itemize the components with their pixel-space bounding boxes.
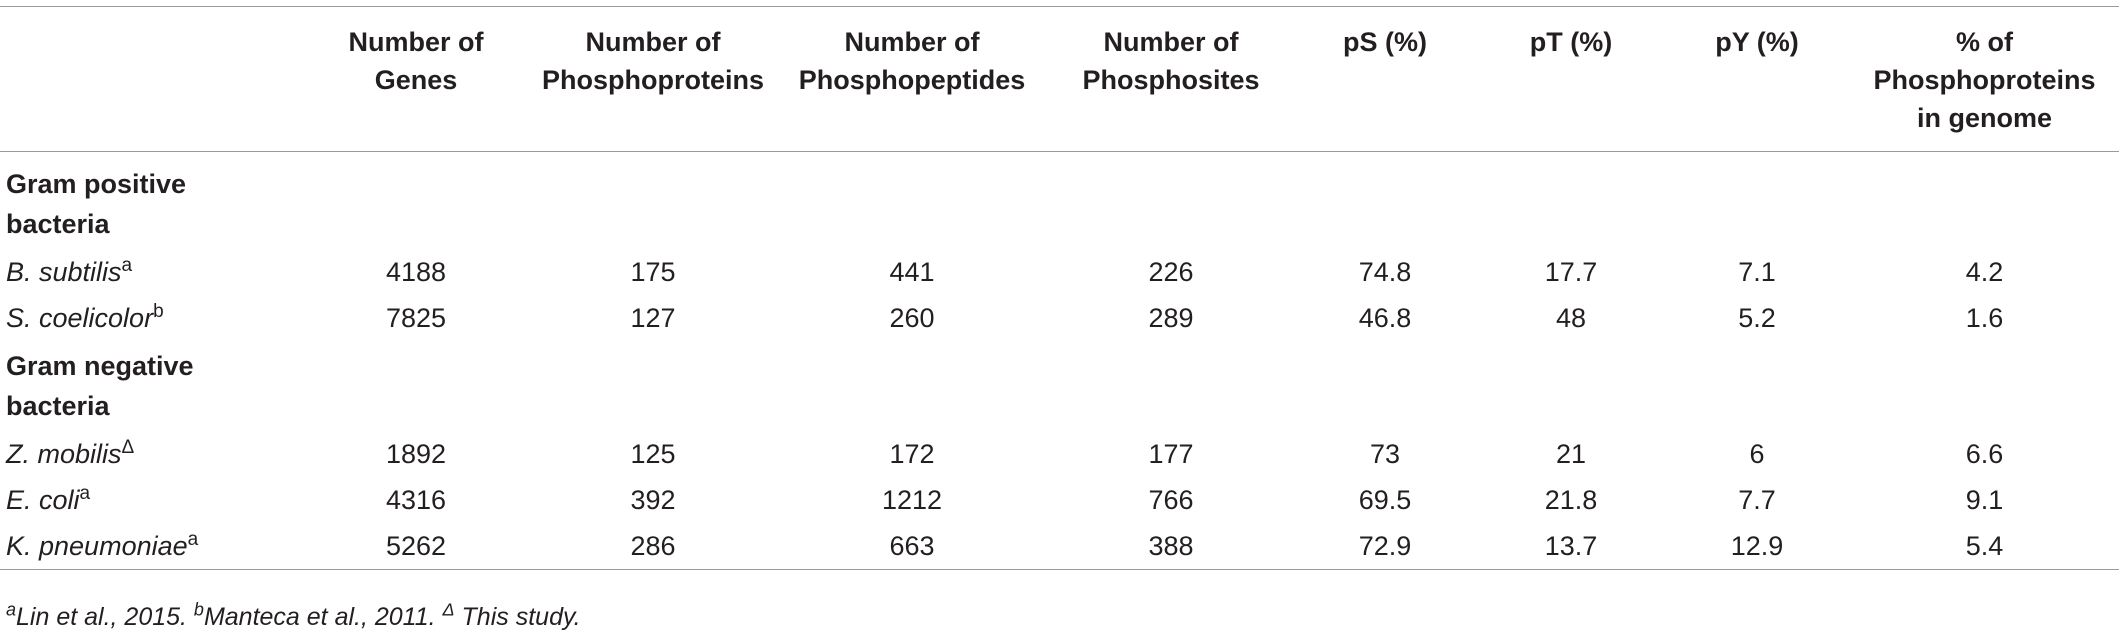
column-header-line: Number of xyxy=(348,27,484,57)
column-header-line: Number of xyxy=(1103,27,1239,57)
footnote-mark: a xyxy=(6,599,17,620)
table-cell: 48 xyxy=(1555,303,1587,333)
column-header xyxy=(1664,7,1850,152)
group-header-row xyxy=(0,152,2119,250)
column-header xyxy=(1478,7,1664,152)
column-header-line: pS (%) xyxy=(1343,27,1427,57)
column-header xyxy=(532,7,774,152)
table-cell: 7.7 xyxy=(1738,485,1776,515)
table-row xyxy=(0,477,2119,523)
table-row xyxy=(0,295,2119,341)
table-cell: 1212 xyxy=(881,485,943,515)
footnote-mark: a xyxy=(187,529,199,550)
organism-cell xyxy=(0,523,300,570)
column-header-line: Number of xyxy=(585,27,721,57)
table-cell: 13.7 xyxy=(1544,531,1598,561)
organism-name: Z. mobilis xyxy=(6,439,122,469)
group-label-line: Gram positive xyxy=(6,169,187,199)
table-cell: 6 xyxy=(1749,439,1765,469)
table-cell: 125 xyxy=(630,439,676,469)
group-label-line: bacteria xyxy=(6,391,110,421)
table-cell: 5262 xyxy=(385,531,447,561)
group-label-line: Gram negative xyxy=(6,351,194,381)
table-cell: 1892 xyxy=(385,439,447,469)
table-cell: 5.4 xyxy=(1965,531,2004,561)
table-cell: 12.9 xyxy=(1730,531,1784,561)
footnote-text: Lin et al., 2015. xyxy=(16,603,194,631)
table-row xyxy=(0,431,2119,477)
group-header-row xyxy=(0,341,2119,431)
column-header-line: Phosphosites xyxy=(1082,65,1260,95)
column-header xyxy=(1292,7,1478,152)
organism-cell xyxy=(0,431,300,477)
organism-name: B. subtilis xyxy=(6,257,122,287)
table-cell: 226 xyxy=(1148,257,1194,287)
table-cell: 766 xyxy=(1148,485,1194,515)
table-cell: 388 xyxy=(1148,531,1194,561)
column-header-line: % of xyxy=(1956,27,2013,57)
table-row xyxy=(0,249,2119,295)
table-cell: 663 xyxy=(889,531,935,561)
table-cell: 4188 xyxy=(385,257,447,287)
column-header xyxy=(1050,7,1292,152)
footnote-mark: a xyxy=(121,255,133,276)
column-header xyxy=(300,7,532,152)
group-label xyxy=(0,152,2119,250)
footnote-mark: b xyxy=(193,599,204,620)
table-body xyxy=(0,152,2119,570)
table-cell: 21.8 xyxy=(1544,485,1598,515)
column-header-line: Phosphopeptides xyxy=(798,65,1026,95)
table-cell: 46.8 xyxy=(1358,303,1412,333)
table-cell: 74.8 xyxy=(1358,257,1412,287)
table-cell: 175 xyxy=(630,257,676,287)
phosphoproteome-table xyxy=(0,6,2119,570)
table-cell: 17.7 xyxy=(1544,257,1598,287)
table-cell: 289 xyxy=(1148,303,1194,333)
table-cell: 177 xyxy=(1148,439,1194,469)
footnote-text: Manteca et al., 2011. xyxy=(203,603,443,631)
column-header-line: Number of xyxy=(844,27,980,57)
organism-cell xyxy=(0,249,300,295)
table-cell: 7.1 xyxy=(1738,257,1776,287)
footnote-text: This study. xyxy=(454,603,581,631)
group-label-line: bacteria xyxy=(6,209,110,239)
table-cell: 72.9 xyxy=(1358,531,1412,561)
header-blank xyxy=(0,7,300,152)
header-row xyxy=(0,7,2119,152)
table-cell: 6.6 xyxy=(1965,439,2004,469)
column-header-line: pT (%) xyxy=(1529,27,1613,57)
organism-name: K. pneumoniae xyxy=(6,531,188,561)
table-cell: 4316 xyxy=(385,485,447,515)
table-cell: 127 xyxy=(630,303,676,333)
footnote-mark: b xyxy=(153,301,164,322)
table-cell: 441 xyxy=(889,257,935,287)
column-header xyxy=(1850,7,2119,152)
footnote-mark: Δ xyxy=(121,437,135,458)
column-header-line: Phosphoproteins xyxy=(1873,65,2096,95)
table-cell: 286 xyxy=(630,531,676,561)
column-header-line: Phosphoproteins xyxy=(542,65,764,95)
organism-cell xyxy=(0,477,300,523)
organism-name: E. coli xyxy=(6,485,80,515)
footnote-mark: a xyxy=(79,483,91,504)
table-cell: 5.2 xyxy=(1738,303,1776,333)
table-cell: 21 xyxy=(1555,439,1587,469)
table-cell: 9.1 xyxy=(1965,485,2004,515)
table-footnote xyxy=(6,599,581,632)
footnote-mark: Δ xyxy=(442,599,455,620)
column-header-line: in genome xyxy=(1916,103,2052,133)
table-cell: 4.2 xyxy=(1965,257,2004,287)
table-cell: 172 xyxy=(889,439,935,469)
table-cell: 7825 xyxy=(385,303,447,333)
table-cell: 69.5 xyxy=(1358,485,1412,515)
group-label xyxy=(0,341,2119,431)
table-cell: 73 xyxy=(1369,439,1401,469)
table-row xyxy=(0,523,2119,570)
table-cell: 1.6 xyxy=(1965,303,2004,333)
column-header-line: pY (%) xyxy=(1715,27,1799,57)
table-cell: 260 xyxy=(889,303,935,333)
column-header xyxy=(774,7,1050,152)
organism-name: S. coelicolor xyxy=(6,303,154,333)
organism-cell xyxy=(0,295,300,341)
table-cell: 392 xyxy=(630,485,676,515)
column-header-line: Genes xyxy=(374,65,458,95)
